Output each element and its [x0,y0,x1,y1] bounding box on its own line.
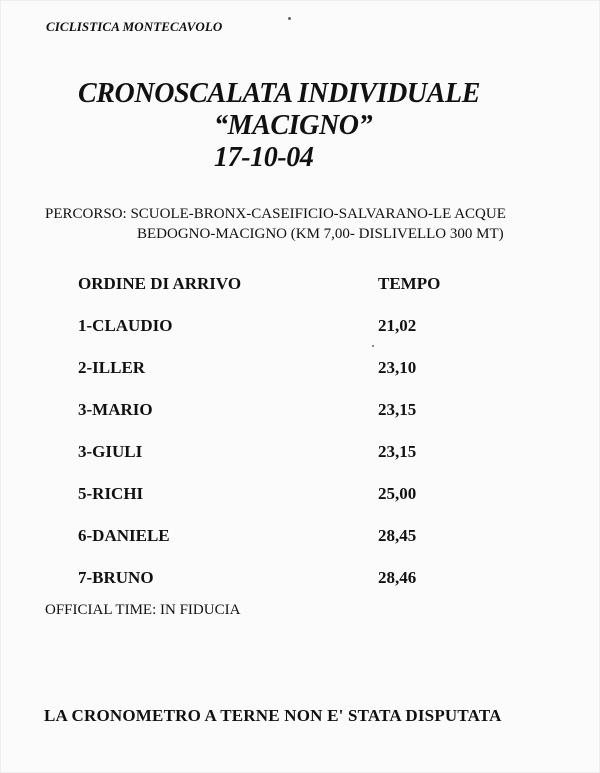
result-row [78,442,508,484]
result-row [78,358,508,400]
rider-name: 6-DANIELE [78,526,170,545]
rider-name: 3-MARIO [78,400,153,419]
rider-name: 5-RICHI [78,484,144,503]
time-column-header: TEMPO [378,274,441,293]
rider-time: 28,45 [378,526,417,545]
rider-time: 23,10 [378,358,417,377]
rider-name: 7-BRUNO [78,568,154,587]
rider-time: 25,00 [378,484,417,503]
rider-name: 3-GIULI [78,442,143,461]
result-row [78,316,508,358]
results-table [78,274,508,610]
title-line-2: “MACIGNO” [214,110,373,141]
results-header-row [78,274,508,316]
title-line-1: CRONOSCALATA INDIVIDUALE [78,78,480,109]
result-row [78,400,508,442]
title-line-3: 17-10-04 [214,142,314,173]
rider-time: 23,15 [378,400,417,419]
rider-time: 21,02 [378,316,417,335]
footer-note: LA CRONOMETRO A TERNE NON E' STATA DISPUTATA [44,706,502,725]
rider-name: 2-ILLER [78,358,146,377]
route-line-1: PERCORSO: SCUOLE-BRONX-CASEIFICIO-SALVARANO-LE ACQUE [45,206,506,222]
route-description [45,204,506,244]
scan-speck [288,17,291,20]
club-name: CICLISTICA MONTECAVOLO [46,19,223,34]
route-line-2: BEDOGNO-MACIGNO (KM 7,00- DISLIVELLO 300 MT) [137,226,504,242]
order-column-header: ORDINE DI ARRIVO [78,274,242,293]
rider-time: 28,46 [378,568,417,587]
rider-time: 23,15 [378,442,417,461]
result-row [78,526,508,568]
result-row [78,484,508,526]
official-time-note: OFFICIAL TIME: IN FIDUCIA [45,602,241,618]
rider-name: 1-CLAUDIO [78,316,173,335]
scan-speck [372,345,374,347]
